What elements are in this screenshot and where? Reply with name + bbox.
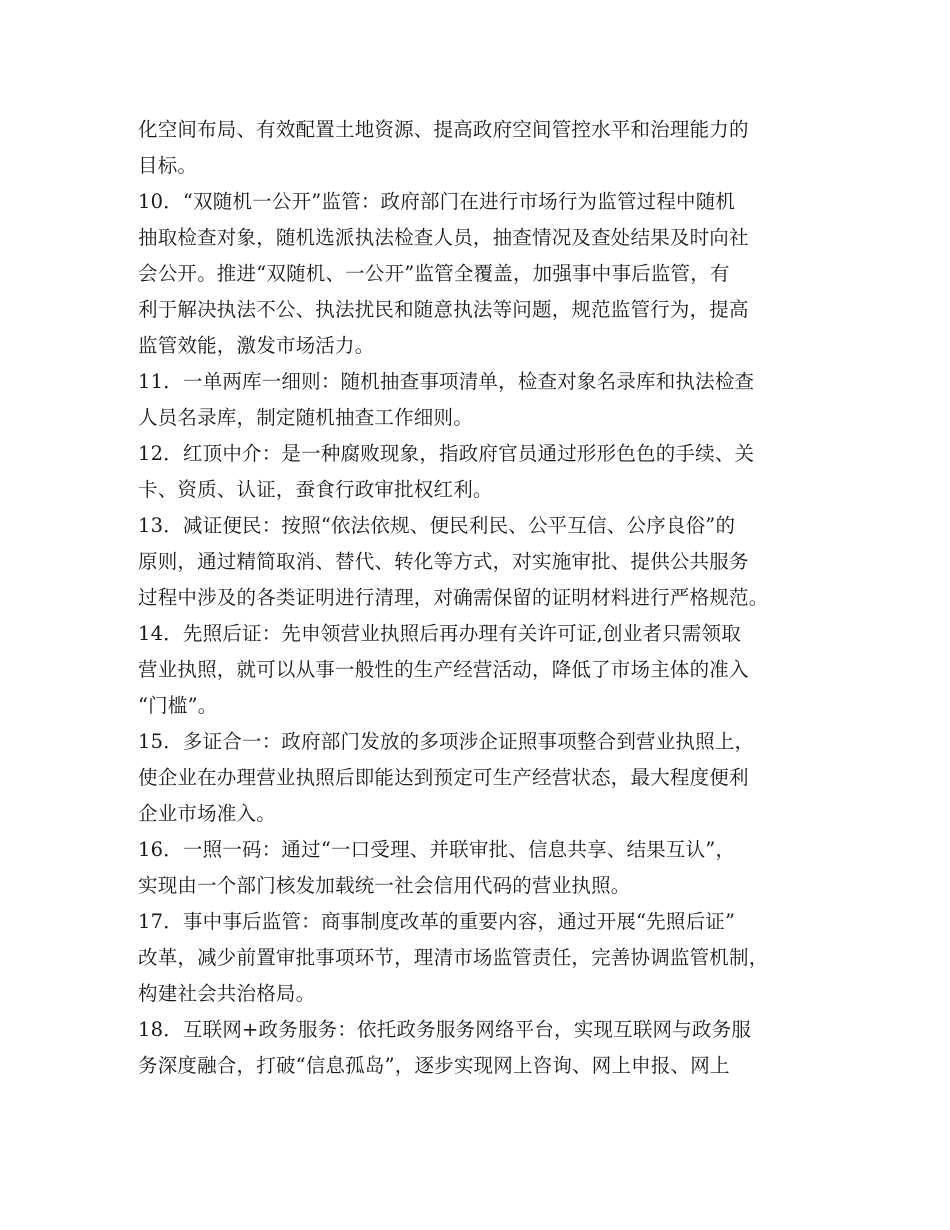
text-line: 利于解决执法不公、执法扰民和随意执法等问题，规范监管行为，提高 [138, 298, 749, 321]
text-line: 企业市场准入。 [138, 802, 276, 825]
text-line: 13．减证便民：按照“依法依规、便民利民、公平互信、公序良俗”的 [138, 514, 736, 537]
text-line: 构建社会共治格局。 [138, 982, 316, 1005]
text-line: 监管效能，激发市场活力。 [138, 334, 375, 357]
text-line: 化空间布局、有效配置土地资源、提高政府空间管控水平和治理能力的 [138, 118, 749, 141]
text-line: 17．事中事后监管：商事制度改革的重要内容，通过开展“先照后证” [138, 910, 736, 933]
text-line: 过程中涉及的各类证明进行清理，对确需保留的证明材料进行严格规范。 [138, 586, 769, 609]
text-line: 营业执照，就可以从事一般性的生产经营活动，降低了市场主体的准入 [138, 658, 749, 681]
text-line: 目标。 [138, 154, 198, 177]
text-line: 14．先照后证：先申领营业执照后再办理有关许可证,创业者只需领取 [138, 622, 741, 645]
text-line: 人员名录库，制定随机抽查工作细则。 [138, 406, 473, 429]
text-line: 11．一单两库一细则：随机抽查事项清单，检查对象名录库和执法检查 [138, 370, 755, 393]
text-line: 务深度融合，打破“信息孤岛”，逐步实现网上咨询、网上申报、网上 [138, 1054, 730, 1077]
text-line: “门槛”。 [138, 694, 218, 717]
text-line: 实现由一个部门核发加载统一社会信用代码的营业执照。 [138, 874, 631, 897]
text-line: 抽取检查对象，随机选派执法检查人员，抽查情况及查处结果及时向社 [138, 226, 749, 249]
text-line: 改革，减少前置审批事项环节，理清市场监管责任，完善协调监管机制， [138, 946, 769, 969]
text-line: 12．红顶中介：是一种腐败现象，指政府官员通过形形色色的手续、关 [138, 442, 755, 465]
text-line: 使企业在办理营业执照后即能达到预定可生产经营状态，最大程度便利 [138, 766, 749, 789]
text-line: 原则，通过精简取消、替代、转化等方式，对实施审批、提供公共服务 [138, 550, 749, 573]
text-line: 18．互联网+政务服务：依托政务服务网络平台，实现互联网与政务服 [138, 1018, 752, 1041]
text-line: 卡、资质、认证，蚕食行政审批权红利。 [138, 478, 493, 501]
text-line: 10．“双随机一公开”监管：政府部门在进行市场行为监管过程中随机 [138, 190, 736, 213]
text-line: 15．多证合一：政府部门发放的多项涉企证照事项整合到营业执照上， [138, 730, 755, 753]
text-line: 会公开。推进“双随机、一公开”监管全覆盖，加强事中事后监管，有 [138, 262, 730, 285]
text-line: 16．一照一码：通过“一口受理、并联审批、信息共享、结果互认”， [138, 838, 736, 861]
document-body [138, 112, 818, 1084]
